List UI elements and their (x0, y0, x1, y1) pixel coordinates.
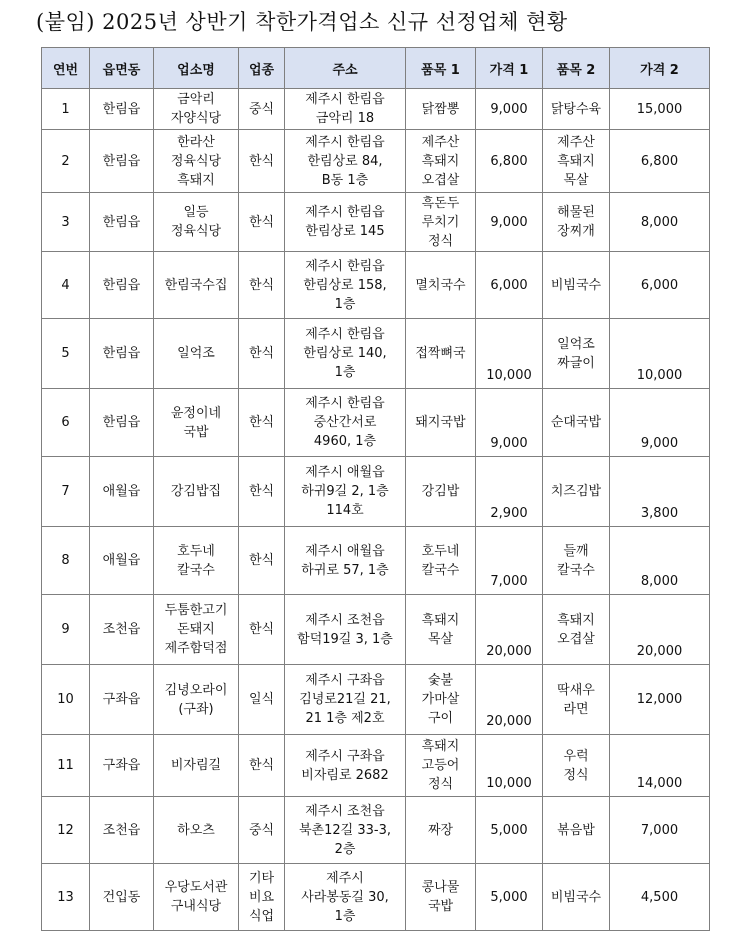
cell-price1: 10,000 (476, 319, 543, 389)
table-row (42, 665, 710, 735)
cell-item1: 흑돼지 고등어 정식 (406, 735, 476, 797)
cell-price1: 5,000 (476, 864, 543, 931)
cell-dong: 한림읍 (90, 130, 154, 193)
cell-price2: 20,000 (610, 595, 710, 665)
cell-item1: 접짝뼈국 (406, 319, 476, 389)
cell-item2: 우럭 정식 (543, 735, 610, 797)
cell-no: 4 (42, 252, 90, 319)
cell-type: 기타 비요 식업 (239, 864, 285, 931)
cell-item2: 해물된 장찌개 (543, 193, 610, 252)
cell-no: 8 (42, 527, 90, 595)
page-title: (붙임) 2025년 상반기 착한가격업소 신규 선정업체 현황 (36, 10, 568, 34)
cell-price1: 6,800 (476, 130, 543, 193)
table-row (42, 527, 710, 595)
store-table (41, 47, 710, 931)
table-row (42, 457, 710, 527)
table-row (42, 389, 710, 457)
header-type: 업종 (239, 48, 285, 89)
cell-price2: 8,000 (610, 193, 710, 252)
cell-item2: 제주산 흑돼지 목살 (543, 130, 610, 193)
cell-address: 제주시 애월읍 하귀로 57, 1층 (285, 527, 406, 595)
cell-price1: 9,000 (476, 193, 543, 252)
header-row (42, 48, 710, 89)
cell-name: 금악리 자양식당 (154, 89, 239, 130)
cell-type: 한식 (239, 319, 285, 389)
cell-no: 13 (42, 864, 90, 931)
cell-dong: 애월읍 (90, 527, 154, 595)
cell-item2: 딱새우 라면 (543, 665, 610, 735)
cell-no: 1 (42, 89, 90, 130)
cell-dong: 한림읍 (90, 319, 154, 389)
cell-no: 7 (42, 457, 90, 527)
cell-name: 한림국수집 (154, 252, 239, 319)
cell-no: 3 (42, 193, 90, 252)
cell-address: 제주시 한림읍 중산간서로 4960, 1층 (285, 389, 406, 457)
cell-type: 중식 (239, 89, 285, 130)
header-price2: 가격 2 (610, 48, 710, 89)
cell-no: 10 (42, 665, 90, 735)
cell-name: 우당도서관 구내식당 (154, 864, 239, 931)
cell-dong: 한림읍 (90, 389, 154, 457)
cell-no: 12 (42, 797, 90, 864)
cell-address: 제주시 사라봉동길 30, 1층 (285, 864, 406, 931)
cell-item2: 비빔국수 (543, 252, 610, 319)
cell-type: 한식 (239, 130, 285, 193)
table-row (42, 864, 710, 931)
table-row (42, 130, 710, 193)
cell-item1: 멸치국수 (406, 252, 476, 319)
cell-address: 제주시 구좌읍 김녕로21길 21, 21 1층 제2호 (285, 665, 406, 735)
cell-price2: 14,000 (610, 735, 710, 797)
cell-no: 11 (42, 735, 90, 797)
cell-address: 제주시 조천읍 북촌12길 33-3, 2층 (285, 797, 406, 864)
cell-dong: 한림읍 (90, 252, 154, 319)
cell-name: 호두네 칼국수 (154, 527, 239, 595)
cell-name: 비자림길 (154, 735, 239, 797)
cell-price2: 9,000 (610, 389, 710, 457)
cell-item2: 닭탕수육 (543, 89, 610, 130)
cell-name: 강김밥집 (154, 457, 239, 527)
cell-name: 윤정이네 국밥 (154, 389, 239, 457)
cell-type: 한식 (239, 389, 285, 457)
cell-item2: 순대국밥 (543, 389, 610, 457)
cell-price1: 2,900 (476, 457, 543, 527)
header-item1: 품목 1 (406, 48, 476, 89)
cell-address: 제주시 구좌읍 비자림로 2682 (285, 735, 406, 797)
cell-item1: 숯불 가마살 구이 (406, 665, 476, 735)
cell-address: 제주시 애월읍 하귀9길 2, 1층 114호 (285, 457, 406, 527)
cell-item2: 비빔국수 (543, 864, 610, 931)
cell-item1: 흑돼지 목살 (406, 595, 476, 665)
cell-price1: 5,000 (476, 797, 543, 864)
cell-item1: 제주산 흑돼지 오겹살 (406, 130, 476, 193)
cell-dong: 한림읍 (90, 89, 154, 130)
cell-price2: 12,000 (610, 665, 710, 735)
cell-type: 중식 (239, 797, 285, 864)
cell-price2: 7,000 (610, 797, 710, 864)
cell-price2: 4,500 (610, 864, 710, 931)
cell-price1: 9,000 (476, 89, 543, 130)
cell-price1: 20,000 (476, 665, 543, 735)
cell-item1: 강김밥 (406, 457, 476, 527)
header-item2: 품목 2 (543, 48, 610, 89)
table-row (42, 252, 710, 319)
header-no: 연번 (42, 48, 90, 89)
cell-dong: 조천읍 (90, 797, 154, 864)
cell-address: 제주시 한림읍 한림상로 145 (285, 193, 406, 252)
cell-price1: 9,000 (476, 389, 543, 457)
header-address: 주소 (285, 48, 406, 89)
cell-price1: 20,000 (476, 595, 543, 665)
cell-price2: 10,000 (610, 319, 710, 389)
cell-name: 일억조 (154, 319, 239, 389)
cell-item2: 치즈김밥 (543, 457, 610, 527)
cell-type: 한식 (239, 595, 285, 665)
cell-item1: 콩나물 국밥 (406, 864, 476, 931)
table-row (42, 735, 710, 797)
cell-address: 제주시 한림읍 한림상로 140, 1층 (285, 319, 406, 389)
cell-price1: 6,000 (476, 252, 543, 319)
cell-item1: 호두네 칼국수 (406, 527, 476, 595)
cell-price2: 15,000 (610, 89, 710, 130)
cell-dong: 구좌읍 (90, 665, 154, 735)
cell-dong: 건입동 (90, 864, 154, 931)
cell-no: 2 (42, 130, 90, 193)
cell-name: 한라산 정육식당 흑돼지 (154, 130, 239, 193)
cell-no: 9 (42, 595, 90, 665)
header-price1: 가격 1 (476, 48, 543, 89)
table-row (42, 193, 710, 252)
cell-no: 5 (42, 319, 90, 389)
cell-item1: 돼지국밥 (406, 389, 476, 457)
cell-item2: 들깨 칼국수 (543, 527, 610, 595)
cell-name: 두툼한고기 돈돼지 제주함덕점 (154, 595, 239, 665)
cell-price2: 3,800 (610, 457, 710, 527)
cell-item2: 볶음밥 (543, 797, 610, 864)
cell-dong: 애월읍 (90, 457, 154, 527)
cell-address: 제주시 조천읍 함덕19길 3, 1층 (285, 595, 406, 665)
cell-type: 한식 (239, 457, 285, 527)
cell-item2: 일억조 짜글이 (543, 319, 610, 389)
table-row (42, 595, 710, 665)
cell-price2: 6,000 (610, 252, 710, 319)
cell-item1: 흑돈두 루치기 정식 (406, 193, 476, 252)
cell-address: 제주시 한림읍 한림상로 84, B동 1층 (285, 130, 406, 193)
header-name: 업소명 (154, 48, 239, 89)
cell-type: 일식 (239, 665, 285, 735)
cell-no: 6 (42, 389, 90, 457)
cell-address: 제주시 한림읍 한림상로 158, 1층 (285, 252, 406, 319)
cell-address: 제주시 한림읍 금악리 18 (285, 89, 406, 130)
cell-item2: 흑돼지 오겹살 (543, 595, 610, 665)
cell-price2: 8,000 (610, 527, 710, 595)
cell-price1: 10,000 (476, 735, 543, 797)
cell-dong: 한림읍 (90, 193, 154, 252)
cell-item1: 짜장 (406, 797, 476, 864)
cell-type: 한식 (239, 193, 285, 252)
table-row (42, 797, 710, 864)
cell-dong: 구좌읍 (90, 735, 154, 797)
cell-dong: 조천읍 (90, 595, 154, 665)
cell-item1: 닭짬뽕 (406, 89, 476, 130)
cell-price1: 7,000 (476, 527, 543, 595)
header-dong: 읍면동 (90, 48, 154, 89)
cell-type: 한식 (239, 527, 285, 595)
cell-type: 한식 (239, 735, 285, 797)
cell-name: 하오츠 (154, 797, 239, 864)
cell-name: 일등 정육식당 (154, 193, 239, 252)
table-row (42, 89, 710, 130)
cell-price2: 6,800 (610, 130, 710, 193)
cell-type: 한식 (239, 252, 285, 319)
cell-name: 김녕오라이 (구좌) (154, 665, 239, 735)
table-row (42, 319, 710, 389)
